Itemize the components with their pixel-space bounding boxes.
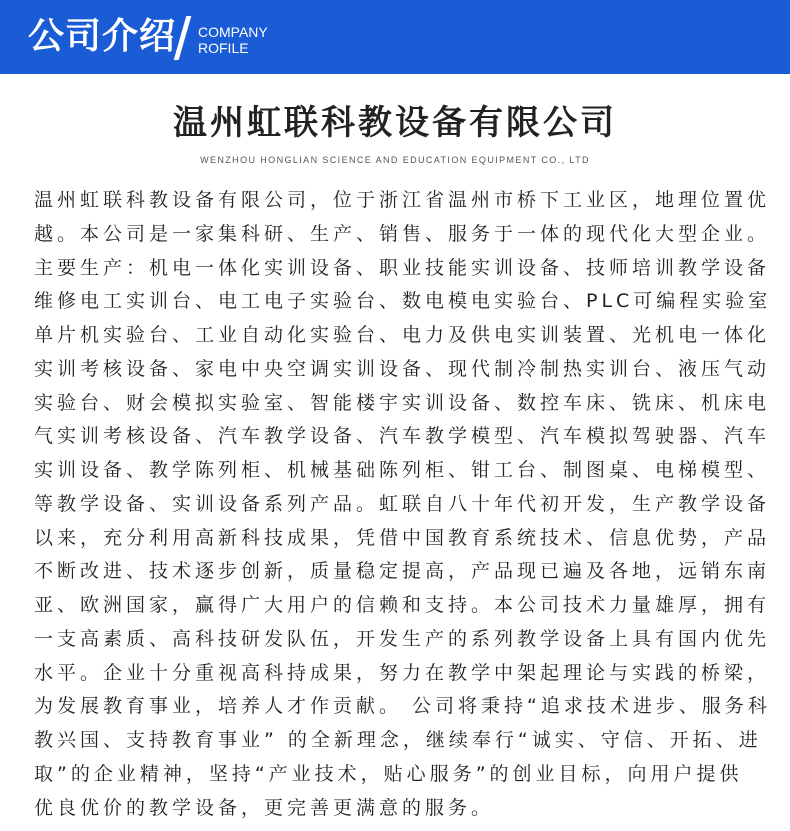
description-line: 以来，充分利用高新科技成果，凭借中国教育系统技术、信息优势，产品: [34, 526, 771, 549]
title-slash-divider: [174, 16, 192, 60]
description-line: 气实训考核设备、汽车教学设备、汽车教学模型、汽车模拟驾驶器、汽车: [34, 425, 771, 448]
description-line: 一支高素质、高科技研发队伍，开发生产的系列教学设备上具有国内优先: [34, 627, 771, 650]
description-line: 实训考核设备、家电中央空调实训设备、现代制冷制热实训台、液压气动: [34, 357, 771, 380]
description-line: 实验台、财会模拟实验室、智能楼宇实训设备、数控车床、铣床、机床电: [34, 391, 771, 414]
description-line: 等教学设备、实训设备系列产品。虹联自八十年代初开发，生产教学设备: [34, 492, 771, 515]
description-line: 水平。企业十分重视高科持成果，努力在教学中架起理论与实践的桥梁，: [34, 661, 771, 684]
subtitle-line-1: COMPANY: [198, 24, 268, 40]
description-line: 实训设备、教学陈列柜、机械基础陈列柜、钳工台、制图桌、电梯模型、: [34, 459, 771, 481]
description-line: 维修电工实训台、电工电子实验台、数电模电实验台、PLC可编程实验室: [34, 290, 772, 313]
description-line: 温州虹联科教设备有限公司，位于浙江省温州市桥下工业区，地理位置优: [34, 189, 771, 211]
description-line: 优良优价的教学设备，更完善更满意的服务。: [34, 796, 495, 819]
description-line: 主要生产：机电一体化实训设备、职业技能实训设备、技师培训教学设备: [34, 256, 771, 279]
company-name: 温州虹联科教设备有限公司: [173, 103, 617, 143]
description-line: 越。本公司是一家集科研、生产、销售、服务于一体的现代化大型企业。: [34, 222, 771, 245]
section-title: 公司介绍: [28, 16, 177, 57]
description-line: 亚、欧洲国家，赢得广大用户的信赖和支持。本公司技术力量雄厚，拥有: [34, 594, 771, 616]
header-bar: [0, 0, 790, 74]
description-line: 不断改进、技术逐步创新，质量稳定提高，产品现已遍及各地，远销东南: [34, 560, 771, 583]
description-line: 单片机实验台、工业自动化实验台、电力及供电实训装置、光机电一体化: [34, 324, 771, 346]
company-english-name: WENZHOU HONGLIAN SCIENCE AND EDUCATION EQUIPMENT CO., LTD: [200, 155, 590, 165]
description-line: 取”的企业精神，坚持“产业技术，贴心服务”的创业目标，向用户提供: [34, 762, 743, 785]
description-line: 为发展教育事业，培养人才作贡献。 公司将秉持“追求技术进步、服务科: [34, 695, 771, 718]
section-subtitle: [198, 24, 268, 56]
subtitle-line-2: ROFILE: [198, 40, 249, 56]
company-description: [34, 184, 772, 825]
description-line: 教兴国、支持教育事业” 的全新理念，继续奉行“诚实、守信、开拓、进: [34, 729, 762, 751]
